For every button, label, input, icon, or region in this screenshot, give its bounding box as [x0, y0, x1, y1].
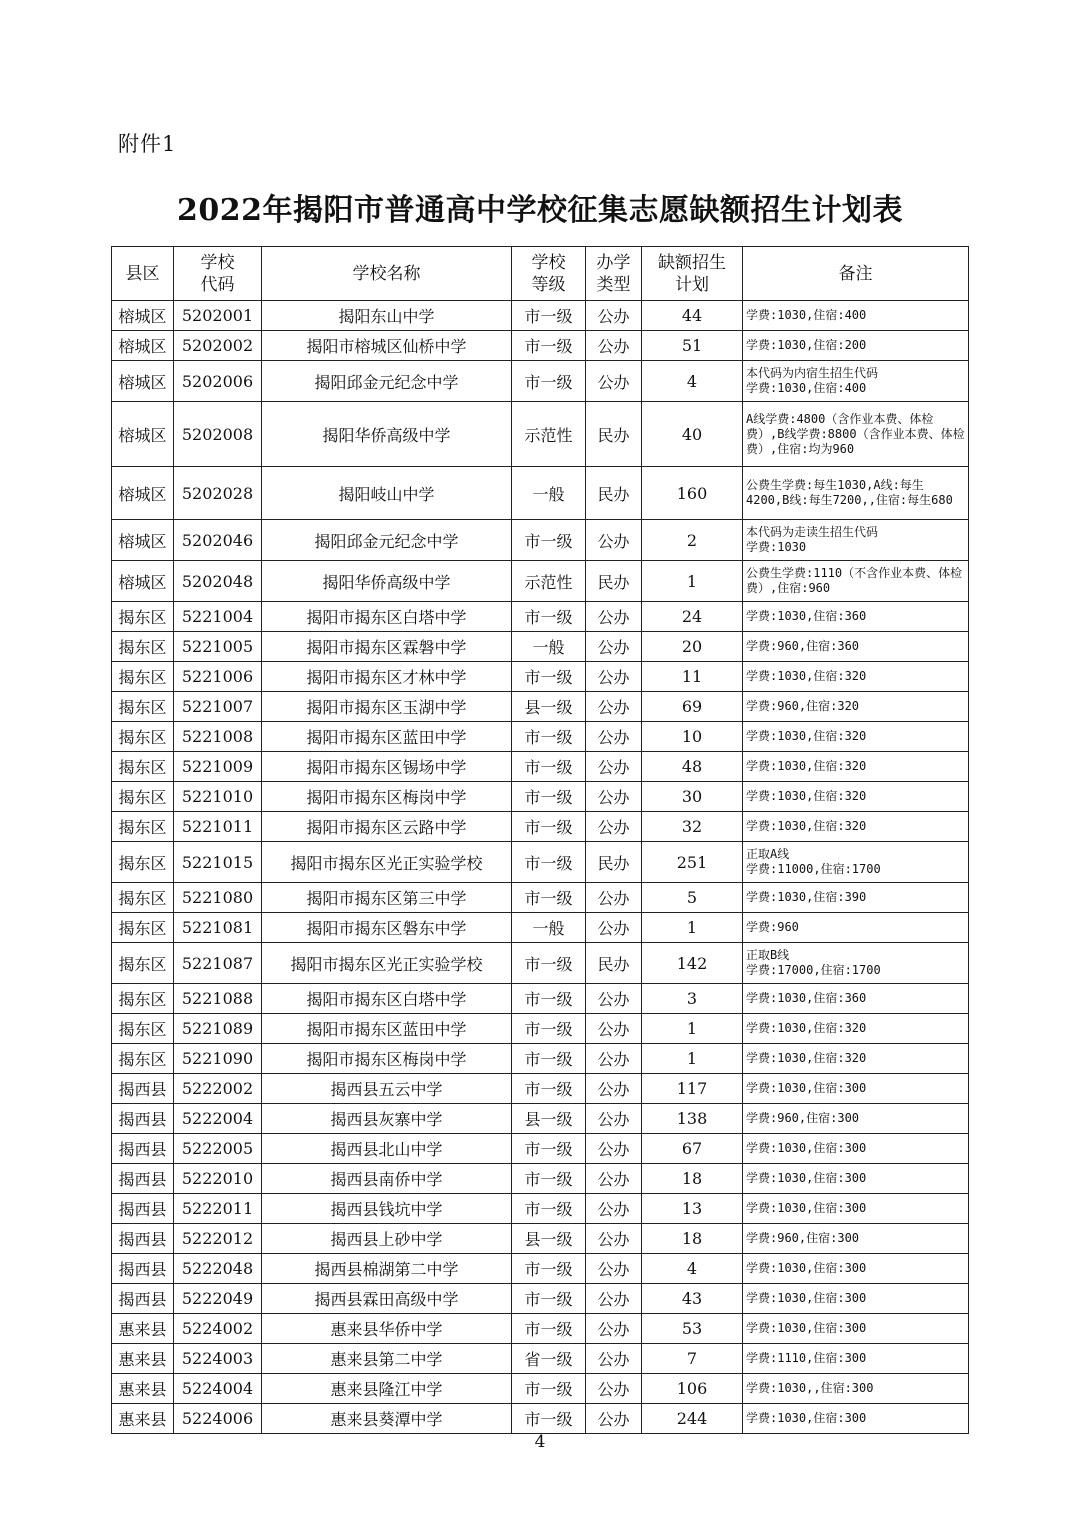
cell-code: 5202028	[174, 467, 262, 520]
cell-note: 学费:1030,住宿:300	[743, 1164, 969, 1194]
cell-type: 公办	[586, 632, 642, 662]
cell-county: 揭东区	[112, 1044, 174, 1074]
cell-county: 揭东区	[112, 812, 174, 842]
cell-plan: 51	[642, 331, 743, 361]
cell-type: 公办	[586, 692, 642, 722]
table-row	[112, 782, 969, 812]
cell-name: 揭阳市揭东区梅岗中学	[262, 1044, 512, 1074]
cell-level: 市一级	[512, 1014, 586, 1044]
cell-code: 5221081	[174, 913, 262, 943]
cell-note: 学费:1030,住宿:300	[743, 1284, 969, 1314]
cell-code: 5221080	[174, 883, 262, 913]
cell-plan: 160	[642, 467, 743, 520]
cell-name: 揭阳邱金元纪念中学	[262, 520, 512, 561]
cell-note: 学费:1030,住宿:300	[743, 1134, 969, 1164]
cell-type: 公办	[586, 1014, 642, 1044]
cell-level: 市一级	[512, 1164, 586, 1194]
cell-type: 公办	[586, 1374, 642, 1404]
table-row	[112, 402, 969, 467]
cell-plan: 106	[642, 1374, 743, 1404]
cell-name: 揭西县灰寨中学	[262, 1104, 512, 1134]
table-row	[112, 1014, 969, 1044]
cell-level: 县一级	[512, 1104, 586, 1134]
cell-level: 市一级	[512, 1044, 586, 1074]
cell-county: 榕城区	[112, 520, 174, 561]
cell-level: 市一级	[512, 1134, 586, 1164]
table-row	[112, 1194, 969, 1224]
cell-name: 揭阳华侨高级中学	[262, 561, 512, 602]
cell-code: 5222004	[174, 1104, 262, 1134]
cell-level: 市一级	[512, 1374, 586, 1404]
table-row	[112, 1254, 969, 1284]
cell-code: 5224006	[174, 1404, 262, 1434]
cell-county: 揭西县	[112, 1164, 174, 1194]
cell-level: 一般	[512, 632, 586, 662]
enrollment-plan-table	[111, 246, 969, 1434]
cell-name: 揭西县五云中学	[262, 1074, 512, 1104]
cell-plan: 10	[642, 722, 743, 752]
cell-note: 学费:960,住宿:300	[743, 1224, 969, 1254]
table-row	[112, 602, 969, 632]
cell-plan: 1	[642, 1014, 743, 1044]
cell-plan: 117	[642, 1074, 743, 1104]
cell-type: 公办	[586, 361, 642, 402]
cell-level: 市一级	[512, 842, 586, 883]
cell-name: 揭阳市揭东区锡场中学	[262, 752, 512, 782]
cell-code: 5221004	[174, 602, 262, 632]
cell-note: 正取A线 学费:11000,住宿:1700	[743, 842, 969, 883]
cell-note: 公费生学费:每生1030,A线:每生4200,B线:每生7200,,住宿:每生680	[743, 467, 969, 520]
cell-code: 5221088	[174, 984, 262, 1014]
cell-plan: 142	[642, 943, 743, 984]
cell-name: 惠来县隆江中学	[262, 1374, 512, 1404]
cell-level: 一般	[512, 913, 586, 943]
cell-name: 揭阳市揭东区云路中学	[262, 812, 512, 842]
page-title: 2022年揭阳市普通高中学校征集志愿缺额招生计划表	[177, 193, 903, 228]
table-row	[112, 692, 969, 722]
cell-note: 学费:960,住宿:360	[743, 632, 969, 662]
cell-county: 榕城区	[112, 361, 174, 402]
cell-note: 本代码为内宿生招生代码 学费:1030,住宿:400	[743, 361, 969, 402]
cell-name: 揭西县上砂中学	[262, 1224, 512, 1254]
table-row	[112, 1044, 969, 1074]
cell-name: 揭阳市揭东区磐东中学	[262, 913, 512, 943]
cell-type: 公办	[586, 913, 642, 943]
cell-note: 学费:1030,,住宿:300	[743, 1374, 969, 1404]
table-row	[112, 1074, 969, 1104]
cell-county: 揭东区	[112, 662, 174, 692]
cell-plan: 2	[642, 520, 743, 561]
cell-type: 公办	[586, 1314, 642, 1344]
cell-level: 市一级	[512, 722, 586, 752]
cell-plan: 32	[642, 812, 743, 842]
cell-name: 揭阳市揭东区白塔中学	[262, 602, 512, 632]
cell-county: 揭东区	[112, 913, 174, 943]
cell-county: 惠来县	[112, 1404, 174, 1434]
cell-code: 5224002	[174, 1314, 262, 1344]
cell-name: 揭阳市揭东区蓝田中学	[262, 1014, 512, 1044]
cell-name: 揭阳市揭东区蓝田中学	[262, 722, 512, 752]
header-level: 学校 等级	[512, 247, 586, 301]
cell-level: 市一级	[512, 812, 586, 842]
table-row	[112, 812, 969, 842]
cell-level: 市一级	[512, 662, 586, 692]
cell-type: 公办	[586, 520, 642, 561]
cell-name: 揭西县霖田高级中学	[262, 1284, 512, 1314]
cell-level: 县一级	[512, 692, 586, 722]
cell-note: 学费:1030,住宿:300	[743, 1314, 969, 1344]
cell-type: 公办	[586, 722, 642, 752]
cell-note: 学费:1030,住宿:300	[743, 1254, 969, 1284]
cell-note: 学费:1030,住宿:390	[743, 883, 969, 913]
cell-plan: 43	[642, 1284, 743, 1314]
table-row	[112, 1104, 969, 1134]
cell-county: 榕城区	[112, 467, 174, 520]
cell-code: 5221010	[174, 782, 262, 812]
cell-county: 揭东区	[112, 1014, 174, 1044]
cell-county: 榕城区	[112, 402, 174, 467]
cell-code: 5202048	[174, 561, 262, 602]
cell-type: 公办	[586, 1224, 642, 1254]
cell-code: 5224003	[174, 1344, 262, 1374]
cell-level: 市一级	[512, 361, 586, 402]
cell-note: 本代码为走读生招生代码 学费:1030	[743, 520, 969, 561]
cell-code: 5202006	[174, 361, 262, 402]
cell-county: 榕城区	[112, 561, 174, 602]
cell-code: 5221009	[174, 752, 262, 782]
cell-plan: 244	[642, 1404, 743, 1434]
cell-plan: 251	[642, 842, 743, 883]
cell-county: 揭东区	[112, 782, 174, 812]
cell-code: 5221006	[174, 662, 262, 692]
table-header-row	[112, 247, 969, 301]
table-row	[112, 561, 969, 602]
cell-type: 公办	[586, 1194, 642, 1224]
cell-level: 市一级	[512, 883, 586, 913]
header-type: 办学 类型	[586, 247, 642, 301]
cell-note: 学费:1030,住宿:320	[743, 1044, 969, 1074]
cell-county: 揭东区	[112, 883, 174, 913]
cell-code: 5221089	[174, 1014, 262, 1044]
table-row	[112, 1284, 969, 1314]
cell-name: 揭西县棉湖第二中学	[262, 1254, 512, 1284]
cell-note: A线学费:4800（含作业本费、体检费）,B线学费:8800（含作业本费、体检费）,住宿:均为960	[743, 402, 969, 467]
cell-plan: 24	[642, 602, 743, 632]
cell-note: 学费:1030,住宿:360	[743, 602, 969, 632]
table-row	[112, 913, 969, 943]
cell-note: 学费:1030,住宿:360	[743, 984, 969, 1014]
cell-type: 公办	[586, 782, 642, 812]
cell-note: 学费:960,住宿:300	[743, 1104, 969, 1134]
cell-note: 学费:1030,住宿:300	[743, 1074, 969, 1104]
cell-plan: 20	[642, 632, 743, 662]
header-note: 备注	[743, 247, 969, 301]
cell-name: 揭西县南侨中学	[262, 1164, 512, 1194]
table-row	[112, 662, 969, 692]
header-county: 县区	[112, 247, 174, 301]
cell-county: 揭西县	[112, 1134, 174, 1164]
cell-type: 民办	[586, 402, 642, 467]
cell-name: 揭西县钱坑中学	[262, 1194, 512, 1224]
attachment-label: 附件1	[118, 132, 177, 156]
cell-level: 市一级	[512, 520, 586, 561]
cell-county: 揭东区	[112, 692, 174, 722]
table-row	[112, 331, 969, 361]
cell-level: 市一级	[512, 943, 586, 984]
cell-name: 揭西县北山中学	[262, 1134, 512, 1164]
table-row	[112, 722, 969, 752]
cell-level: 市一级	[512, 1314, 586, 1344]
cell-plan: 4	[642, 1254, 743, 1284]
cell-level: 市一级	[512, 602, 586, 632]
table-row	[112, 632, 969, 662]
cell-county: 揭西县	[112, 1074, 174, 1104]
table-row	[112, 1224, 969, 1254]
cell-county: 惠来县	[112, 1374, 174, 1404]
cell-code: 5224004	[174, 1374, 262, 1404]
cell-level: 市一级	[512, 1194, 586, 1224]
cell-county: 揭西县	[112, 1254, 174, 1284]
cell-name: 揭阳市揭东区玉湖中学	[262, 692, 512, 722]
cell-type: 公办	[586, 602, 642, 632]
cell-type: 公办	[586, 883, 642, 913]
cell-name: 揭阳市揭东区霖磐中学	[262, 632, 512, 662]
table-row	[112, 361, 969, 402]
cell-code: 5221015	[174, 842, 262, 883]
cell-county: 榕城区	[112, 331, 174, 361]
cell-note: 公费生学费:1110（不含作业本费、体检费）,住宿:960	[743, 561, 969, 602]
cell-name: 揭阳市揭东区才林中学	[262, 662, 512, 692]
cell-name: 揭阳市榕城区仙桥中学	[262, 331, 512, 361]
cell-type: 公办	[586, 752, 642, 782]
cell-note: 学费:1030,住宿:320	[743, 662, 969, 692]
table-row	[112, 520, 969, 561]
cell-type: 公办	[586, 1284, 642, 1314]
cell-level: 市一级	[512, 1284, 586, 1314]
cell-code: 5202046	[174, 520, 262, 561]
cell-type: 公办	[586, 301, 642, 331]
cell-level: 市一级	[512, 331, 586, 361]
cell-level: 市一级	[512, 301, 586, 331]
cell-note: 学费:1030,住宿:300	[743, 1404, 969, 1434]
cell-type: 公办	[586, 984, 642, 1014]
cell-county: 揭西县	[112, 1284, 174, 1314]
cell-plan: 30	[642, 782, 743, 812]
cell-county: 惠来县	[112, 1344, 174, 1374]
cell-county: 揭东区	[112, 722, 174, 752]
cell-code: 5222048	[174, 1254, 262, 1284]
header-plan: 缺额招生 计划	[642, 247, 743, 301]
cell-plan: 138	[642, 1104, 743, 1134]
cell-plan: 1	[642, 561, 743, 602]
cell-plan: 4	[642, 361, 743, 402]
cell-name: 揭阳岐山中学	[262, 467, 512, 520]
cell-level: 示范性	[512, 402, 586, 467]
cell-plan: 48	[642, 752, 743, 782]
cell-type: 公办	[586, 331, 642, 361]
cell-type: 公办	[586, 812, 642, 842]
cell-type: 民办	[586, 467, 642, 520]
cell-code: 5221008	[174, 722, 262, 752]
cell-county: 惠来县	[112, 1314, 174, 1344]
cell-code: 5221011	[174, 812, 262, 842]
cell-name: 揭阳市揭东区光正实验学校	[262, 943, 512, 984]
cell-plan: 3	[642, 984, 743, 1014]
cell-name: 揭阳市揭东区第三中学	[262, 883, 512, 913]
cell-note: 学费:960,住宿:320	[743, 692, 969, 722]
cell-note: 学费:1030,住宿:300	[743, 1194, 969, 1224]
cell-note: 学费:1030,住宿:200	[743, 331, 969, 361]
cell-level: 县一级	[512, 1224, 586, 1254]
cell-plan: 69	[642, 692, 743, 722]
cell-type: 公办	[586, 1104, 642, 1134]
cell-name: 惠来县华侨中学	[262, 1314, 512, 1344]
header-code: 学校 代码	[174, 247, 262, 301]
cell-note: 学费:1030,住宿:320	[743, 1014, 969, 1044]
cell-type: 公办	[586, 1044, 642, 1074]
cell-plan: 1	[642, 913, 743, 943]
cell-level: 市一级	[512, 1404, 586, 1434]
cell-note: 学费:1110,住宿:300	[743, 1344, 969, 1374]
header-name: 学校名称	[262, 247, 512, 301]
table-row	[112, 1374, 969, 1404]
cell-type: 公办	[586, 1164, 642, 1194]
cell-plan: 44	[642, 301, 743, 331]
table-row	[112, 1404, 969, 1434]
cell-note: 学费:960	[743, 913, 969, 943]
cell-plan: 13	[642, 1194, 743, 1224]
cell-county: 揭西县	[112, 1224, 174, 1254]
cell-type: 公办	[586, 1344, 642, 1374]
cell-level: 示范性	[512, 561, 586, 602]
table-row	[112, 1134, 969, 1164]
cell-note: 学费:1030,住宿:400	[743, 301, 969, 331]
cell-county: 揭西县	[112, 1194, 174, 1224]
cell-level: 省一级	[512, 1344, 586, 1374]
table-row	[112, 883, 969, 913]
cell-type: 公办	[586, 1074, 642, 1104]
cell-county: 揭东区	[112, 984, 174, 1014]
cell-code: 5222011	[174, 1194, 262, 1224]
cell-name: 揭阳市揭东区梅岗中学	[262, 782, 512, 812]
cell-name: 揭阳市揭东区白塔中学	[262, 984, 512, 1014]
table-row	[112, 752, 969, 782]
cell-plan: 53	[642, 1314, 743, 1344]
cell-plan: 1	[642, 1044, 743, 1074]
cell-code: 5221087	[174, 943, 262, 984]
cell-county: 揭东区	[112, 943, 174, 984]
cell-plan: 67	[642, 1134, 743, 1164]
cell-note: 学费:1030,住宿:320	[743, 812, 969, 842]
cell-type: 公办	[586, 662, 642, 692]
cell-plan: 7	[642, 1344, 743, 1374]
cell-plan: 18	[642, 1224, 743, 1254]
cell-type: 公办	[586, 1134, 642, 1164]
cell-type: 民办	[586, 943, 642, 984]
cell-name: 揭阳华侨高级中学	[262, 402, 512, 467]
cell-county: 揭西县	[112, 1104, 174, 1134]
table-row	[112, 301, 969, 331]
table-row	[112, 842, 969, 883]
cell-code: 5221007	[174, 692, 262, 722]
cell-name: 惠来县第二中学	[262, 1344, 512, 1374]
cell-name: 揭阳市揭东区光正实验学校	[262, 842, 512, 883]
cell-code: 5221090	[174, 1044, 262, 1074]
cell-code: 5202008	[174, 402, 262, 467]
cell-county: 揭东区	[112, 602, 174, 632]
cell-plan: 5	[642, 883, 743, 913]
cell-name: 惠来县葵潭中学	[262, 1404, 512, 1434]
table-row	[112, 1344, 969, 1374]
page-number: 4	[534, 1432, 546, 1452]
table-row	[112, 1314, 969, 1344]
cell-note: 学费:1030,住宿:320	[743, 782, 969, 812]
table-row	[112, 984, 969, 1014]
cell-code: 5202001	[174, 301, 262, 331]
cell-county: 揭东区	[112, 752, 174, 782]
table-row	[112, 1164, 969, 1194]
cell-code: 5222005	[174, 1134, 262, 1164]
cell-code: 5222049	[174, 1284, 262, 1314]
cell-name: 揭阳东山中学	[262, 301, 512, 331]
cell-plan: 18	[642, 1164, 743, 1194]
cell-type: 民办	[586, 842, 642, 883]
table-row	[112, 943, 969, 984]
cell-code: 5221005	[174, 632, 262, 662]
cell-code: 5222012	[174, 1224, 262, 1254]
cell-note: 学费:1030,住宿:320	[743, 752, 969, 782]
cell-type: 民办	[586, 561, 642, 602]
cell-level: 市一级	[512, 752, 586, 782]
cell-plan: 40	[642, 402, 743, 467]
cell-type: 公办	[586, 1254, 642, 1284]
cell-level: 市一级	[512, 984, 586, 1014]
cell-level: 市一级	[512, 782, 586, 812]
cell-code: 5222010	[174, 1164, 262, 1194]
cell-note: 正取B线 学费:17000,住宿:1700	[743, 943, 969, 984]
cell-code: 5222002	[174, 1074, 262, 1104]
cell-county: 揭东区	[112, 632, 174, 662]
cell-note: 学费:1030,住宿:320	[743, 722, 969, 752]
table-row	[112, 467, 969, 520]
cell-county: 榕城区	[112, 301, 174, 331]
cell-county: 揭东区	[112, 842, 174, 883]
cell-plan: 11	[642, 662, 743, 692]
cell-level: 市一级	[512, 1254, 586, 1284]
cell-type: 公办	[586, 1404, 642, 1434]
cell-level: 一般	[512, 467, 586, 520]
cell-name: 揭阳邱金元纪念中学	[262, 361, 512, 402]
cell-level: 市一级	[512, 1074, 586, 1104]
cell-code: 5202002	[174, 331, 262, 361]
